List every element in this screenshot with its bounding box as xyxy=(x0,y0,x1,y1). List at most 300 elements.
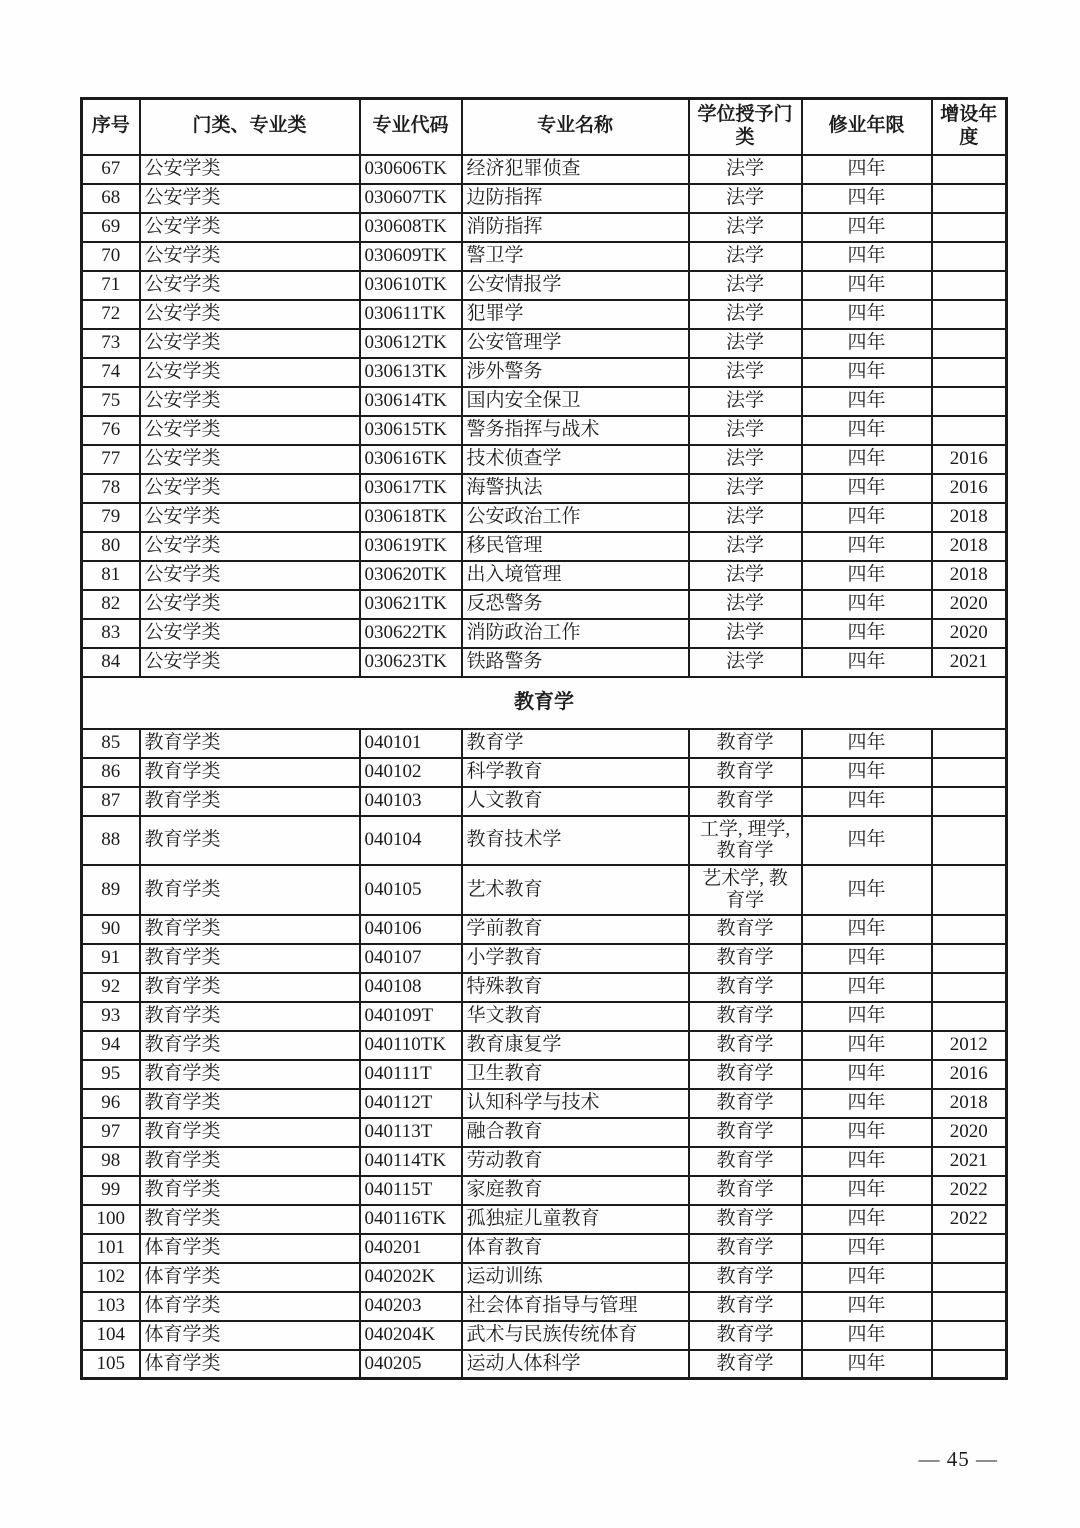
cell-name: 警卫学 xyxy=(462,242,689,271)
cell-added: 2012 xyxy=(932,1031,1007,1060)
cell-years: 四年 xyxy=(802,532,932,561)
cell-code: 040205 xyxy=(360,1350,462,1379)
table-row xyxy=(82,1002,1007,1031)
cell-name: 教育康复学 xyxy=(462,1031,689,1060)
cell-no: 71 xyxy=(82,271,140,300)
cell-category: 体育学类 xyxy=(140,1350,360,1379)
cell-name: 家庭教育 xyxy=(462,1176,689,1205)
cell-code: 030616TK xyxy=(360,445,462,474)
cell-years: 四年 xyxy=(802,816,932,866)
table-row xyxy=(82,1147,1007,1176)
cell-code: 030621TK xyxy=(360,590,462,619)
cell-name: 体育教育 xyxy=(462,1234,689,1263)
cell-degree: 法学 xyxy=(689,358,802,387)
cell-years: 四年 xyxy=(802,271,932,300)
cell-added xyxy=(932,1002,1007,1031)
cell-added: 2018 xyxy=(932,532,1007,561)
table-row xyxy=(82,271,1007,300)
cell-code: 030607TK xyxy=(360,184,462,213)
cell-degree: 教育学 xyxy=(689,787,802,816)
cell-years: 四年 xyxy=(802,787,932,816)
cell-no: 96 xyxy=(82,1089,140,1118)
cell-code: 040107 xyxy=(360,944,462,973)
cell-name: 运动训练 xyxy=(462,1263,689,1292)
cell-degree: 法学 xyxy=(689,387,802,416)
cell-added: 2022 xyxy=(932,1176,1007,1205)
cell-added: 2016 xyxy=(932,474,1007,503)
cell-no: 104 xyxy=(82,1321,140,1350)
cell-category: 公安学类 xyxy=(140,445,360,474)
table-row xyxy=(82,445,1007,474)
cell-added xyxy=(932,329,1007,358)
cell-name: 公安情报学 xyxy=(462,271,689,300)
cell-category: 教育学类 xyxy=(140,1118,360,1147)
cell-no: 67 xyxy=(82,155,140,184)
cell-code: 040111T xyxy=(360,1060,462,1089)
table-row xyxy=(82,1234,1007,1263)
cell-no: 79 xyxy=(82,503,140,532)
table-row xyxy=(82,213,1007,242)
cell-code: 040102 xyxy=(360,758,462,787)
cell-years: 四年 xyxy=(802,416,932,445)
cell-code: 040113T xyxy=(360,1118,462,1147)
cell-no: 77 xyxy=(82,445,140,474)
cell-added xyxy=(932,1263,1007,1292)
cell-years: 四年 xyxy=(802,619,932,648)
cell-years: 四年 xyxy=(802,1321,932,1350)
table-row xyxy=(82,503,1007,532)
cell-degree: 教育学 xyxy=(689,1176,802,1205)
cell-added xyxy=(932,213,1007,242)
cell-code: 030615TK xyxy=(360,416,462,445)
cell-category: 教育学类 xyxy=(140,865,360,915)
cell-added: 2016 xyxy=(932,445,1007,474)
cell-years: 四年 xyxy=(802,915,932,944)
cell-category: 公安学类 xyxy=(140,561,360,590)
cell-no: 103 xyxy=(82,1292,140,1321)
table-row xyxy=(82,532,1007,561)
cell-years: 四年 xyxy=(802,329,932,358)
cell-no: 99 xyxy=(82,1176,140,1205)
cell-added: 2018 xyxy=(932,561,1007,590)
cell-code: 040104 xyxy=(360,816,462,866)
cell-name: 公安管理学 xyxy=(462,329,689,358)
cell-no: 81 xyxy=(82,561,140,590)
cell-category: 公安学类 xyxy=(140,590,360,619)
cell-years: 四年 xyxy=(802,242,932,271)
cell-added: 2020 xyxy=(932,619,1007,648)
cell-category: 公安学类 xyxy=(140,329,360,358)
cell-degree: 教育学 xyxy=(689,1292,802,1321)
table-row xyxy=(82,329,1007,358)
cell-years: 四年 xyxy=(802,1176,932,1205)
cell-category: 教育学类 xyxy=(140,1176,360,1205)
cell-category: 公安学类 xyxy=(140,300,360,329)
cell-category: 公安学类 xyxy=(140,155,360,184)
table-row xyxy=(82,474,1007,503)
table-row xyxy=(82,787,1007,816)
cell-category: 教育学类 xyxy=(140,1147,360,1176)
cell-no: 73 xyxy=(82,329,140,358)
cell-years: 四年 xyxy=(802,503,932,532)
table-row xyxy=(82,387,1007,416)
cell-degree: 法学 xyxy=(689,155,802,184)
cell-code: 040203 xyxy=(360,1292,462,1321)
column-header-degree: 学位授予门类 xyxy=(689,99,802,155)
cell-added: 2020 xyxy=(932,1118,1007,1147)
column-header-code: 专业代码 xyxy=(360,99,462,155)
cell-category: 公安学类 xyxy=(140,184,360,213)
table-row xyxy=(82,590,1007,619)
majors-table-body xyxy=(82,155,1007,1379)
cell-name: 融合教育 xyxy=(462,1118,689,1147)
majors-table xyxy=(80,97,1008,1380)
cell-code: 030609TK xyxy=(360,242,462,271)
cell-name: 人文教育 xyxy=(462,787,689,816)
cell-name: 运动人体科学 xyxy=(462,1350,689,1379)
cell-years: 四年 xyxy=(802,155,932,184)
cell-years: 四年 xyxy=(802,1350,932,1379)
cell-added: 2021 xyxy=(932,648,1007,677)
cell-name: 海警执法 xyxy=(462,474,689,503)
cell-degree: 艺术学, 教育学 xyxy=(689,865,802,915)
cell-added xyxy=(932,271,1007,300)
cell-name: 孤独症儿童教育 xyxy=(462,1205,689,1234)
cell-category: 公安学类 xyxy=(140,474,360,503)
cell-category: 教育学类 xyxy=(140,1060,360,1089)
cell-degree: 法学 xyxy=(689,474,802,503)
cell-name: 特殊教育 xyxy=(462,973,689,1002)
cell-category: 教育学类 xyxy=(140,787,360,816)
table-row xyxy=(82,358,1007,387)
cell-years: 四年 xyxy=(802,590,932,619)
cell-degree: 教育学 xyxy=(689,1060,802,1089)
cell-category: 教育学类 xyxy=(140,973,360,1002)
table-row xyxy=(82,1321,1007,1350)
cell-no: 76 xyxy=(82,416,140,445)
cell-code: 040112T xyxy=(360,1089,462,1118)
section-title: 教育学 xyxy=(82,677,1007,729)
cell-code: 040108 xyxy=(360,973,462,1002)
table-row xyxy=(82,184,1007,213)
cell-degree: 教育学 xyxy=(689,1205,802,1234)
cell-degree: 教育学 xyxy=(689,758,802,787)
cell-name: 认知科学与技术 xyxy=(462,1089,689,1118)
cell-no: 88 xyxy=(82,816,140,866)
table-row xyxy=(82,865,1007,915)
cell-name: 技术侦查学 xyxy=(462,445,689,474)
cell-added xyxy=(932,387,1007,416)
cell-name: 小学教育 xyxy=(462,944,689,973)
cell-years: 四年 xyxy=(802,474,932,503)
cell-code: 040201 xyxy=(360,1234,462,1263)
table-row xyxy=(82,1350,1007,1379)
cell-code: 030613TK xyxy=(360,358,462,387)
cell-no: 94 xyxy=(82,1031,140,1060)
cell-category: 公安学类 xyxy=(140,387,360,416)
cell-name: 国内安全保卫 xyxy=(462,387,689,416)
cell-code: 040103 xyxy=(360,787,462,816)
cell-degree: 教育学 xyxy=(689,1147,802,1176)
cell-added xyxy=(932,816,1007,866)
cell-category: 体育学类 xyxy=(140,1321,360,1350)
cell-added: 2018 xyxy=(932,1089,1007,1118)
cell-name: 移民管理 xyxy=(462,532,689,561)
cell-degree: 法学 xyxy=(689,184,802,213)
cell-name: 出入境管理 xyxy=(462,561,689,590)
cell-degree: 法学 xyxy=(689,445,802,474)
cell-added xyxy=(932,729,1007,758)
cell-category: 教育学类 xyxy=(140,1089,360,1118)
cell-added xyxy=(932,944,1007,973)
cell-degree: 法学 xyxy=(689,416,802,445)
cell-name: 铁路警务 xyxy=(462,648,689,677)
cell-added xyxy=(932,358,1007,387)
cell-degree: 教育学 xyxy=(689,1321,802,1350)
cell-years: 四年 xyxy=(802,1031,932,1060)
cell-name: 卫生教育 xyxy=(462,1060,689,1089)
cell-category: 教育学类 xyxy=(140,944,360,973)
cell-code: 040204K xyxy=(360,1321,462,1350)
cell-no: 105 xyxy=(82,1350,140,1379)
cell-years: 四年 xyxy=(802,1147,932,1176)
table-row xyxy=(82,1263,1007,1292)
table-row xyxy=(82,1118,1007,1147)
table-row xyxy=(82,619,1007,648)
cell-years: 四年 xyxy=(802,1205,932,1234)
cell-no: 91 xyxy=(82,944,140,973)
cell-years: 四年 xyxy=(802,1118,932,1147)
cell-code: 040114TK xyxy=(360,1147,462,1176)
table-row xyxy=(82,300,1007,329)
cell-name: 教育技术学 xyxy=(462,816,689,866)
cell-added xyxy=(932,1292,1007,1321)
cell-name: 华文教育 xyxy=(462,1002,689,1031)
cell-category: 公安学类 xyxy=(140,213,360,242)
cell-category: 公安学类 xyxy=(140,242,360,271)
cell-degree: 法学 xyxy=(689,300,802,329)
cell-no: 98 xyxy=(82,1147,140,1176)
cell-no: 87 xyxy=(82,787,140,816)
cell-years: 四年 xyxy=(802,1292,932,1321)
table-row xyxy=(82,944,1007,973)
cell-years: 四年 xyxy=(802,758,932,787)
cell-no: 75 xyxy=(82,387,140,416)
cell-no: 85 xyxy=(82,729,140,758)
cell-category: 教育学类 xyxy=(140,1031,360,1060)
cell-category: 体育学类 xyxy=(140,1263,360,1292)
cell-no: 86 xyxy=(82,758,140,787)
cell-code: 040101 xyxy=(360,729,462,758)
cell-name: 教育学 xyxy=(462,729,689,758)
majors-table-head xyxy=(82,99,1007,155)
cell-added xyxy=(932,1321,1007,1350)
cell-no: 78 xyxy=(82,474,140,503)
cell-added xyxy=(932,1234,1007,1263)
cell-no: 68 xyxy=(82,184,140,213)
cell-added xyxy=(932,758,1007,787)
table-row xyxy=(82,416,1007,445)
cell-degree: 教育学 xyxy=(689,729,802,758)
cell-no: 69 xyxy=(82,213,140,242)
cell-name: 警务指挥与战术 xyxy=(462,416,689,445)
cell-degree: 教育学 xyxy=(689,1263,802,1292)
cell-degree: 法学 xyxy=(689,271,802,300)
cell-category: 公安学类 xyxy=(140,503,360,532)
cell-code: 030617TK xyxy=(360,474,462,503)
cell-years: 四年 xyxy=(802,1002,932,1031)
cell-degree: 教育学 xyxy=(689,1089,802,1118)
cell-name: 反恐警务 xyxy=(462,590,689,619)
cell-years: 四年 xyxy=(802,1060,932,1089)
cell-added xyxy=(932,865,1007,915)
cell-code: 040116TK xyxy=(360,1205,462,1234)
cell-degree: 法学 xyxy=(689,503,802,532)
page-number: — 45 — xyxy=(918,1447,998,1471)
cell-category: 教育学类 xyxy=(140,816,360,866)
cell-name: 科学教育 xyxy=(462,758,689,787)
cell-category: 体育学类 xyxy=(140,1292,360,1321)
cell-code: 030611TK xyxy=(360,300,462,329)
column-header-category: 门类、专业类 xyxy=(140,99,360,155)
cell-degree: 法学 xyxy=(689,329,802,358)
cell-added: 2016 xyxy=(932,1060,1007,1089)
cell-no: 83 xyxy=(82,619,140,648)
table-row xyxy=(82,648,1007,677)
cell-code: 030606TK xyxy=(360,155,462,184)
cell-years: 四年 xyxy=(802,184,932,213)
cell-degree: 工学, 理学, 教育学 xyxy=(689,816,802,866)
cell-no: 89 xyxy=(82,865,140,915)
cell-code: 040110TK xyxy=(360,1031,462,1060)
cell-years: 四年 xyxy=(802,300,932,329)
cell-added xyxy=(932,973,1007,1002)
cell-years: 四年 xyxy=(802,944,932,973)
cell-degree: 教育学 xyxy=(689,1350,802,1379)
cell-code: 040106 xyxy=(360,915,462,944)
cell-category: 教育学类 xyxy=(140,758,360,787)
cell-category: 公安学类 xyxy=(140,648,360,677)
cell-code: 030619TK xyxy=(360,532,462,561)
column-header-years: 修业年限 xyxy=(802,99,932,155)
cell-years: 四年 xyxy=(802,648,932,677)
cell-added xyxy=(932,787,1007,816)
cell-name: 犯罪学 xyxy=(462,300,689,329)
cell-degree: 法学 xyxy=(689,242,802,271)
cell-category: 教育学类 xyxy=(140,1002,360,1031)
cell-degree: 教育学 xyxy=(689,1118,802,1147)
cell-category: 教育学类 xyxy=(140,729,360,758)
cell-years: 四年 xyxy=(802,561,932,590)
cell-added: 2020 xyxy=(932,590,1007,619)
cell-added xyxy=(932,1350,1007,1379)
table-row xyxy=(82,729,1007,758)
cell-years: 四年 xyxy=(802,865,932,915)
cell-no: 92 xyxy=(82,973,140,1002)
cell-added xyxy=(932,300,1007,329)
cell-category: 体育学类 xyxy=(140,1234,360,1263)
cell-no: 97 xyxy=(82,1118,140,1147)
cell-degree: 法学 xyxy=(689,213,802,242)
cell-code: 030623TK xyxy=(360,648,462,677)
cell-category: 教育学类 xyxy=(140,1205,360,1234)
cell-no: 72 xyxy=(82,300,140,329)
cell-degree: 法学 xyxy=(689,619,802,648)
cell-added xyxy=(932,242,1007,271)
section-divider-row xyxy=(82,677,1007,729)
cell-added: 2018 xyxy=(932,503,1007,532)
cell-no: 80 xyxy=(82,532,140,561)
cell-degree: 教育学 xyxy=(689,915,802,944)
cell-added xyxy=(932,915,1007,944)
table-row xyxy=(82,561,1007,590)
table-row xyxy=(82,155,1007,184)
cell-name: 涉外警务 xyxy=(462,358,689,387)
cell-degree: 教育学 xyxy=(689,944,802,973)
cell-years: 四年 xyxy=(802,387,932,416)
cell-no: 102 xyxy=(82,1263,140,1292)
cell-name: 边防指挥 xyxy=(462,184,689,213)
cell-category: 公安学类 xyxy=(140,271,360,300)
cell-years: 四年 xyxy=(802,1234,932,1263)
cell-years: 四年 xyxy=(802,1089,932,1118)
cell-code: 030610TK xyxy=(360,271,462,300)
cell-degree: 教育学 xyxy=(689,973,802,1002)
column-header-added: 增设年度 xyxy=(932,99,1007,155)
table-row xyxy=(82,1089,1007,1118)
cell-code: 030618TK xyxy=(360,503,462,532)
cell-years: 四年 xyxy=(802,973,932,1002)
cell-no: 93 xyxy=(82,1002,140,1031)
cell-code: 040202K xyxy=(360,1263,462,1292)
cell-added: 2021 xyxy=(932,1147,1007,1176)
cell-no: 101 xyxy=(82,1234,140,1263)
cell-no: 70 xyxy=(82,242,140,271)
cell-code: 030608TK xyxy=(360,213,462,242)
cell-no: 74 xyxy=(82,358,140,387)
column-header-name: 专业名称 xyxy=(462,99,689,155)
cell-years: 四年 xyxy=(802,358,932,387)
cell-years: 四年 xyxy=(802,445,932,474)
cell-name: 公安政治工作 xyxy=(462,503,689,532)
cell-name: 艺术教育 xyxy=(462,865,689,915)
cell-added xyxy=(932,416,1007,445)
cell-degree: 法学 xyxy=(689,590,802,619)
cell-years: 四年 xyxy=(802,1263,932,1292)
cell-name: 经济犯罪侦查 xyxy=(462,155,689,184)
cell-code: 030614TK xyxy=(360,387,462,416)
table-row xyxy=(82,915,1007,944)
cell-code: 030622TK xyxy=(360,619,462,648)
cell-degree: 教育学 xyxy=(689,1002,802,1031)
cell-name: 学前教育 xyxy=(462,915,689,944)
cell-years: 四年 xyxy=(802,729,932,758)
cell-no: 84 xyxy=(82,648,140,677)
table-row xyxy=(82,758,1007,787)
cell-name: 消防政治工作 xyxy=(462,619,689,648)
cell-category: 公安学类 xyxy=(140,619,360,648)
table-row xyxy=(82,1060,1007,1089)
cell-category: 公安学类 xyxy=(140,416,360,445)
cell-category: 公安学类 xyxy=(140,532,360,561)
cell-code: 040105 xyxy=(360,865,462,915)
table-row xyxy=(82,1292,1007,1321)
cell-added: 2022 xyxy=(932,1205,1007,1234)
column-header-no: 序号 xyxy=(82,99,140,155)
cell-category: 教育学类 xyxy=(140,915,360,944)
cell-degree: 教育学 xyxy=(689,1031,802,1060)
cell-code: 030620TK xyxy=(360,561,462,590)
